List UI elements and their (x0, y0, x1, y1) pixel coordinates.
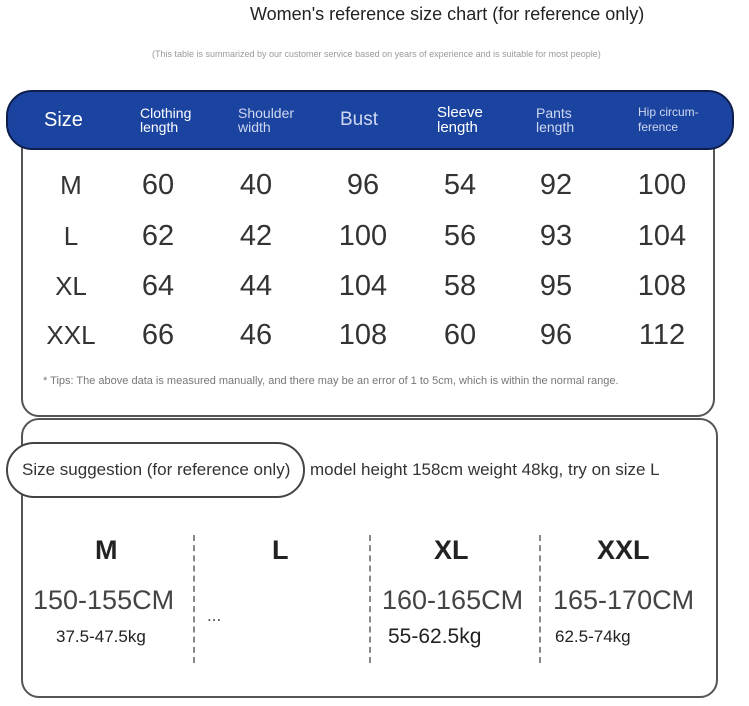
column-divider (193, 535, 195, 663)
size-xxl-weight: 62.5-74kg (555, 627, 631, 646)
suggestion-text: model height 158cm weight 48kg, try on size L (310, 460, 660, 479)
header-shoulder-width: Shoulder width (238, 105, 295, 135)
table-cell: 100 (637, 169, 687, 201)
table-cell: 42 (239, 220, 273, 252)
size-xxl-label: XXL (597, 535, 650, 565)
table-cell: 96 (346, 169, 380, 201)
table-cell: 112 (638, 319, 686, 351)
table-cell: 58 (443, 270, 477, 302)
table-cell: 60 (443, 319, 477, 351)
table-cell: M (60, 170, 82, 200)
table-cell: 44 (239, 270, 273, 302)
table-cell: 92 (539, 169, 573, 201)
header-sleeve-length: Sleeve length (437, 104, 483, 136)
table-cell: 62 (141, 220, 175, 252)
table-cell: 100 (338, 220, 388, 252)
tips-note: * Tips: The above data is measured manually, and there may be an error of 1 to 5cm, which is within the normal range. (43, 375, 619, 387)
size-l-label: L (272, 535, 289, 565)
table-cell: XXL (46, 320, 96, 350)
header-size: Size (44, 108, 83, 131)
table-row (0, 266, 749, 306)
header-clothing-length: Clothing length (140, 105, 192, 135)
table-cell: 40 (239, 169, 273, 201)
table-cell: 96 (539, 319, 573, 351)
table-cell: 60 (141, 169, 175, 201)
table-cell: 95 (539, 270, 573, 302)
table-cell: 108 (338, 319, 388, 351)
column-divider (369, 535, 371, 663)
size-xl-weight: 55-62.5kg (388, 625, 482, 648)
table-header (6, 90, 734, 150)
size-xl-height: 160-165CM (382, 585, 524, 615)
page-subtitle: (This table is summarized by our customer service based on years of experience and is suitable for most people) (152, 49, 601, 59)
table-cell: 64 (141, 270, 175, 302)
table-cell: 54 (443, 169, 477, 201)
table-cell: 46 (239, 319, 273, 351)
size-xl-label: XL (434, 535, 469, 565)
table-cell: 104 (338, 270, 388, 302)
column-divider (539, 535, 541, 663)
table-cell: L (63, 221, 79, 251)
table-cell: XL (55, 271, 87, 301)
table-row (0, 315, 749, 355)
header-pants-length: Pants length (536, 105, 575, 135)
page-title: Women's reference size chart (for reference only) (250, 4, 645, 24)
size-m-height: 150-155CM (33, 585, 175, 615)
table-row (0, 165, 749, 205)
size-xxl-height: 165-170CM (553, 585, 695, 615)
table-row (0, 216, 749, 256)
size-m-label: M (95, 535, 118, 565)
table-cell: 66 (141, 319, 175, 351)
suggestion-label: Size suggestion (for reference only) (6, 442, 305, 498)
header-hip-circumference: Hip circum-ference (638, 105, 699, 134)
size-m-weight: 37.5-47.5kg (56, 627, 146, 646)
table-cell: 56 (443, 220, 477, 252)
table-cell: 108 (637, 270, 687, 302)
size-l-weight: ... (207, 606, 222, 625)
table-cell: 93 (539, 220, 573, 252)
header-bust: Bust (340, 109, 379, 130)
table-cell: 104 (637, 220, 687, 252)
